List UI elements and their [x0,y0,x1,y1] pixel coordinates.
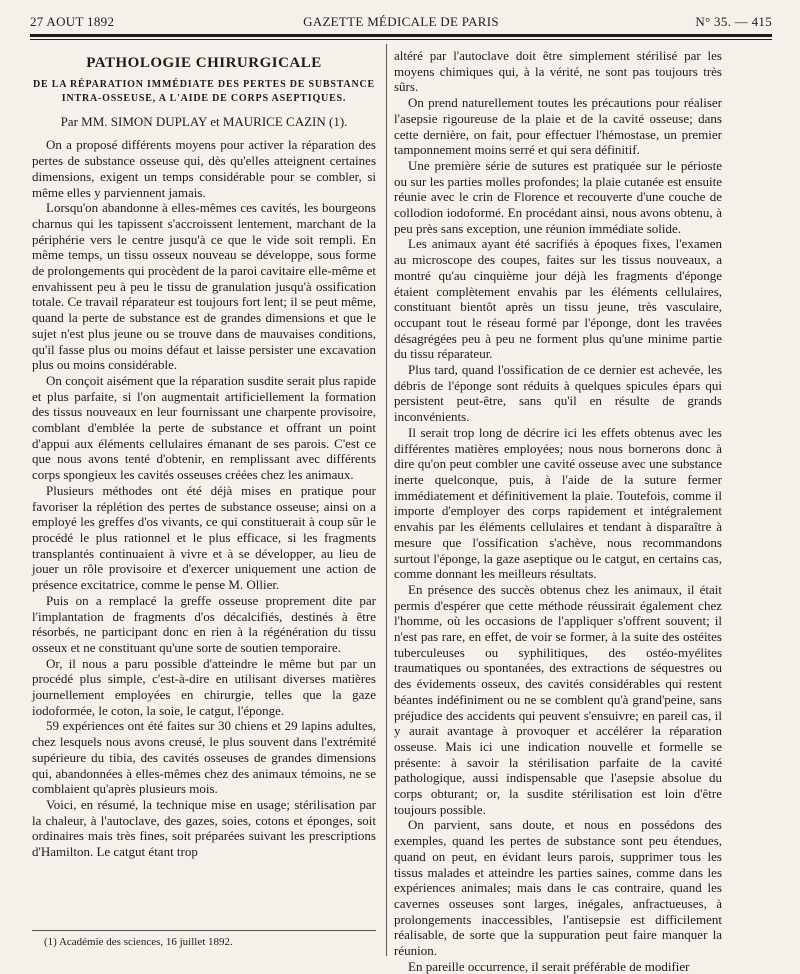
paragraph: altéré par l'autoclave doit être simplement stérilisé par les moyens chimiques qui, à la vérité, ne sont pas toujours très sûrs. [394,48,722,95]
paragraph: Lorsqu'on abandonne à elles-mêmes ces cavités, les bourgeons charnus qui les tapissent s'accroissent lentement, marchant de la périphérie vers le centre jusqu'à ce que le vide soit rempli. En même temps, un tissu osseux nouveau se développe, sous forme de prolongements qui procèdent de la paroi cavitaire elle-même et envahissent peu à peu le tissu de granulation jusqu'à ossification totale. Ce travail réparateur est toujours fort lent; il se peut même, quand la perte de substance est de grandes dimensions et que le sujet n'est plus jeune ou se trouve dans de mauvaises conditions, qu'il fasse plus ou moins défaut et laisse persister une excavation plus ou moins considérable. [32,200,376,373]
page-number: N° 35. — 415 [695,14,772,29]
paragraph: 59 expériences ont été faites sur 30 chiens et 29 lapins adultes, chez lesquels nous avons creusé, le plus souvent dans l'extrémité supérieure du tibia, des cavités osseuses de grandes dimensions qui, abandonnées à elles-mêmes chez des animaux témoins, ne se comblaient qu'après plusieurs mois. [32,718,376,797]
paragraph: Voici, en résumé, la technique mise en usage; stérilisation par la chaleur, à l'autoclave, des gazes, soies, cotons et éponges, soit ordinaires mais très fines, soit préparées suivant les prescriptions d'Hamilton. Le catgut étant trop [32,796,376,860]
header-rule-thin [30,39,772,40]
paragraph: Il serait trop long de décrire ici les effets obtenus avec les différentes matières employées; nous nous bornerons donc à dire qu'on peut combler une cavité osseuse avec une substance inerte quelconque, puis, à l'aide de la suture fermer immédiatement et définitivement la plaie. Toutefois, comme il importe d'employer des corps rapidement et intégralement envahis par les éléments cellulaires et tendant à disparaître à mesure que l'ossification s'achève, nous recommandons surtout l'éponge, la gaze aseptique ou le catgut, en certains cas, comme donnant les meilleurs résultats. [394,424,722,582]
paragraph: Une première série de sutures est pratiquée sur le périoste ou sur les parties molles profondes; la plaie cutanée est ensuite réunie avec le crin de Florence et recouverte d'une couche de collodion iodoformé. En procédant ainsi, nous avons obtenu, à peu près sans exception, une réunion immédiate solide. [394,157,722,236]
journal-title: GAZETTE MÉDICALE DE PARIS [303,14,499,29]
paragraph: Les animaux ayant été sacrifiés à époques fixes, l'examen au microscope des coupes, faites sur les tissus nouveaux, a montré qu'au cinquième jour déjà les fragments d'éponge étaient complètement envahis par les éléments cellulaires, constituant bientôt après un tissu jeune, très vasculaire, occupant tout le réseau formé par l'éponge, dont les travées désagrégées peu à peu ne forment plus qu'une minime partie du tissu réparateur. [394,236,722,362]
header-rule-thick [30,34,772,37]
article-authors: Par MM. SIMON DUPLAY et MAURICE CAZIN (1). [60,113,348,129]
paragraph: On prend naturellement toutes les précautions pour réaliser l'asepsie rigoureuse de la plaie et de la cavité osseuse; dans cette dernière, on fait, pour effectuer l'hémostase, un premier tamponnement moins serré et qui sera définitif. [394,95,722,158]
footnote-rule [32,930,376,931]
paragraph: On conçoit aisément que la réparation susdite serait plus rapide et plus parfaite, si l'on augmentait artificiellement la formation des tissus nouveaux en leur fournissant une charpente provisoire, comblant d'emblée la perte de substance et offrant un point d'appui aux éléments cellulaires émanant de ses parois. C'est ce que nous avons tenté d'obtenir, en remplissant avec différents corps spongieux les cavités osseuses créées chez les animaux. [32,372,376,483]
paragraph: En pareille occurrence, il serait préférable de modifier [408,958,690,974]
left-column [32,48,376,860]
paragraph: En présence des succès obtenus chez les animaux, il était permis d'espérer que cette méthode réussirait également chez l'homme, où les occasions de l'appliquer s'offrent souvent; il n'est pas rare, en effet, de voir se former, à la suite des ostéites tuberculeuses ou syphilitiques, des ostéo-myélites traumatiques ou spontanées, des extractions de séquestres ou des évidements osseux, des cavités considérables qui restent béantes indéfiniment ou ne se comblent qu'à grand'peine, sans préjudice des accidents qui peuvent s'ensuivre; en pareil cas, il y aurait avantage à provoquer et accélérer la réparation osseuse. Mais ici une indication nouvelle et formelle se présente: à savoir la stérilisation parfaite de la cavité pathologique, aussi indispensable que l'asepsie absolue du corps obturant; or, la susdite stérilisation est loin d'être toujours possible. [394,581,722,817]
issue-date: 27 AOUT 1892 [30,14,115,29]
paragraph: Puis on a remplacé la greffe osseuse proprement dite par l'implantation de fragments d'os décalcifiés, destinés à être résorbés, ne participant donc en rien à la régénération du tissu osseux et ne constituant qu'une sorte de soutien temporaire. [32,592,376,655]
paragraph: Plusieurs méthodes ont été déjà mises en pratique pour favoriser la réplétion des pertes de substance osseuse; ainsi on a employé les greffes d'os vivants, ce qui constituerait à coup sûr le procédé le plus rationnel et le plus efficace, si les fragments transplantés continuaient à vivre et à se développer, au lieu de jouer un rôle provisoire et d'exercer uniquement une action de présence excitatrice, comme le pense M. Ollier. [32,482,376,593]
paragraph: On parvient, sans doute, et nous en possédons des exemples, quand les pertes de substance sont peu étendues, quand on peut, en évidant leurs parois, supprimer tous les tissus malades et atteindre les parties saines, comme dans les expériences animales; mais dans le cas contraire, quand les cavernes osseuses sont larges, inégales, anfractueuses, à prolongements inaccessibles, l'antisepsie est difficilement réalisable, de sorte que la suppuration peut faire manquer la réunion. [394,817,722,959]
page-header [30,10,772,32]
right-column [394,48,722,974]
paragraph: Or, il nous a paru possible d'atteindre le même but par un procédé plus simple, c'est-à-dire en utilisant diverses matières journellement employées en chirurgie, telles que la gaze iodoformée, le coton, la soie, le catgut, l'éponge. [32,655,376,718]
article-subtitle-line2: INTRA-OSSEUSE, A L'AIDE DE CORPS ASEPTIQUES. [61,92,347,104]
column-separator [386,44,387,956]
paragraph: On a proposé différents moyens pour activer la réparation des pertes de substance osseuse qui, dès qu'elles atteignent certaines dimensions, exigent un temps considérable pour se combler, si même elles y parviennent jamais. [32,137,376,200]
section-title: PATHOLOGIE CHIRURGICALE [86,55,322,71]
paragraph: Plus tard, quand l'ossification de ce dernier est achevée, les débris de l'éponge sont réduits à quelques spicules épars qui persistent peut-être, sans qu'il en résulte de grands inconvénients. [394,362,722,425]
article-subtitle [32,78,376,106]
footnote: (1) Académie des sciences, 16 juillet 1892. [44,936,233,948]
article-subtitle-line1: DE LA RÉPARATION IMMÉDIATE DES PERTES DE SUBSTANCE [32,78,376,90]
